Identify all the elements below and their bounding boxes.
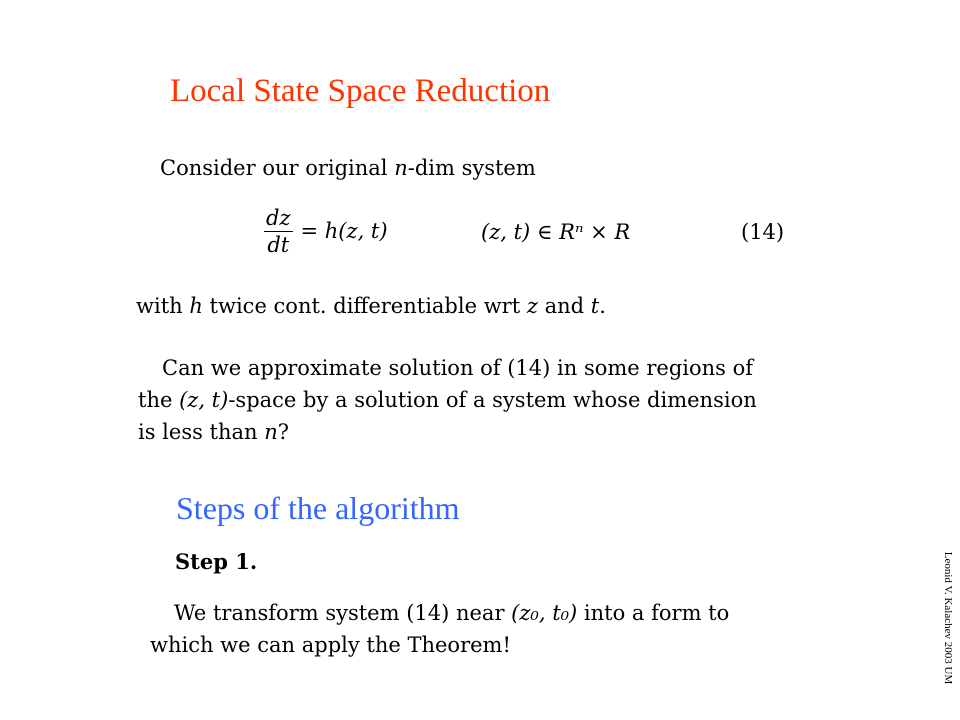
steps-heading: Steps of the algorithm <box>176 490 460 526</box>
intro-suffix: -dim system <box>407 156 536 180</box>
question-line-2 <box>138 384 757 416</box>
fraction-denominator: dt <box>267 232 290 257</box>
question-line2-var: (z, t) <box>179 388 229 412</box>
equation-domain: (z, t) ∈ Rⁿ × R <box>481 220 631 244</box>
intro-var-n: n <box>394 156 408 180</box>
step1-line1-var: (z₀, t₀) <box>511 601 578 625</box>
condition-z: z <box>526 294 538 318</box>
question-line2-suffix: -space by a solution of a system whose dimension <box>228 388 757 412</box>
question-line3-var: n <box>264 420 278 444</box>
intro-text <box>160 152 536 184</box>
equation-rhs: = h(z, t) <box>300 219 388 243</box>
intro-prefix: Consider our original <box>160 156 395 180</box>
equation-14 <box>264 196 388 266</box>
question-line2-prefix: the <box>138 388 180 412</box>
step-1-label: Step 1. <box>175 549 258 574</box>
question-line3-suffix: ? <box>277 420 290 444</box>
fraction-numerator: dz <box>266 205 291 230</box>
condition-p4: . <box>599 294 606 318</box>
condition-t: t <box>590 294 600 318</box>
author-watermark <box>938 532 958 704</box>
watermark-text: Leonid V. Kalachev 2003 UM <box>942 551 954 685</box>
condition-p3: and <box>537 294 591 318</box>
condition-p2: twice cont. differentiable wrt <box>202 294 527 318</box>
step-1-text <box>150 597 729 661</box>
question-line3-prefix: is less than <box>138 420 265 444</box>
condition-h: h <box>189 294 203 318</box>
derivative-fraction <box>264 205 293 258</box>
condition-p1: with <box>136 294 190 318</box>
question-line-3 <box>138 416 757 448</box>
step1-line-2: which we can apply the Theorem! <box>150 633 511 657</box>
step1-line1-prefix: We transform system (14) near <box>174 601 512 625</box>
question-line-1: Can we approximate solution of (14) in some regions of <box>162 356 754 380</box>
condition-text <box>136 290 606 322</box>
question-paragraph <box>138 352 757 448</box>
step1-line1-suffix: into a form to <box>577 601 730 625</box>
equation-number: (14) <box>741 220 785 244</box>
slide-title: Local State Space Reduction <box>170 73 551 109</box>
step1-line-1 <box>150 597 729 629</box>
